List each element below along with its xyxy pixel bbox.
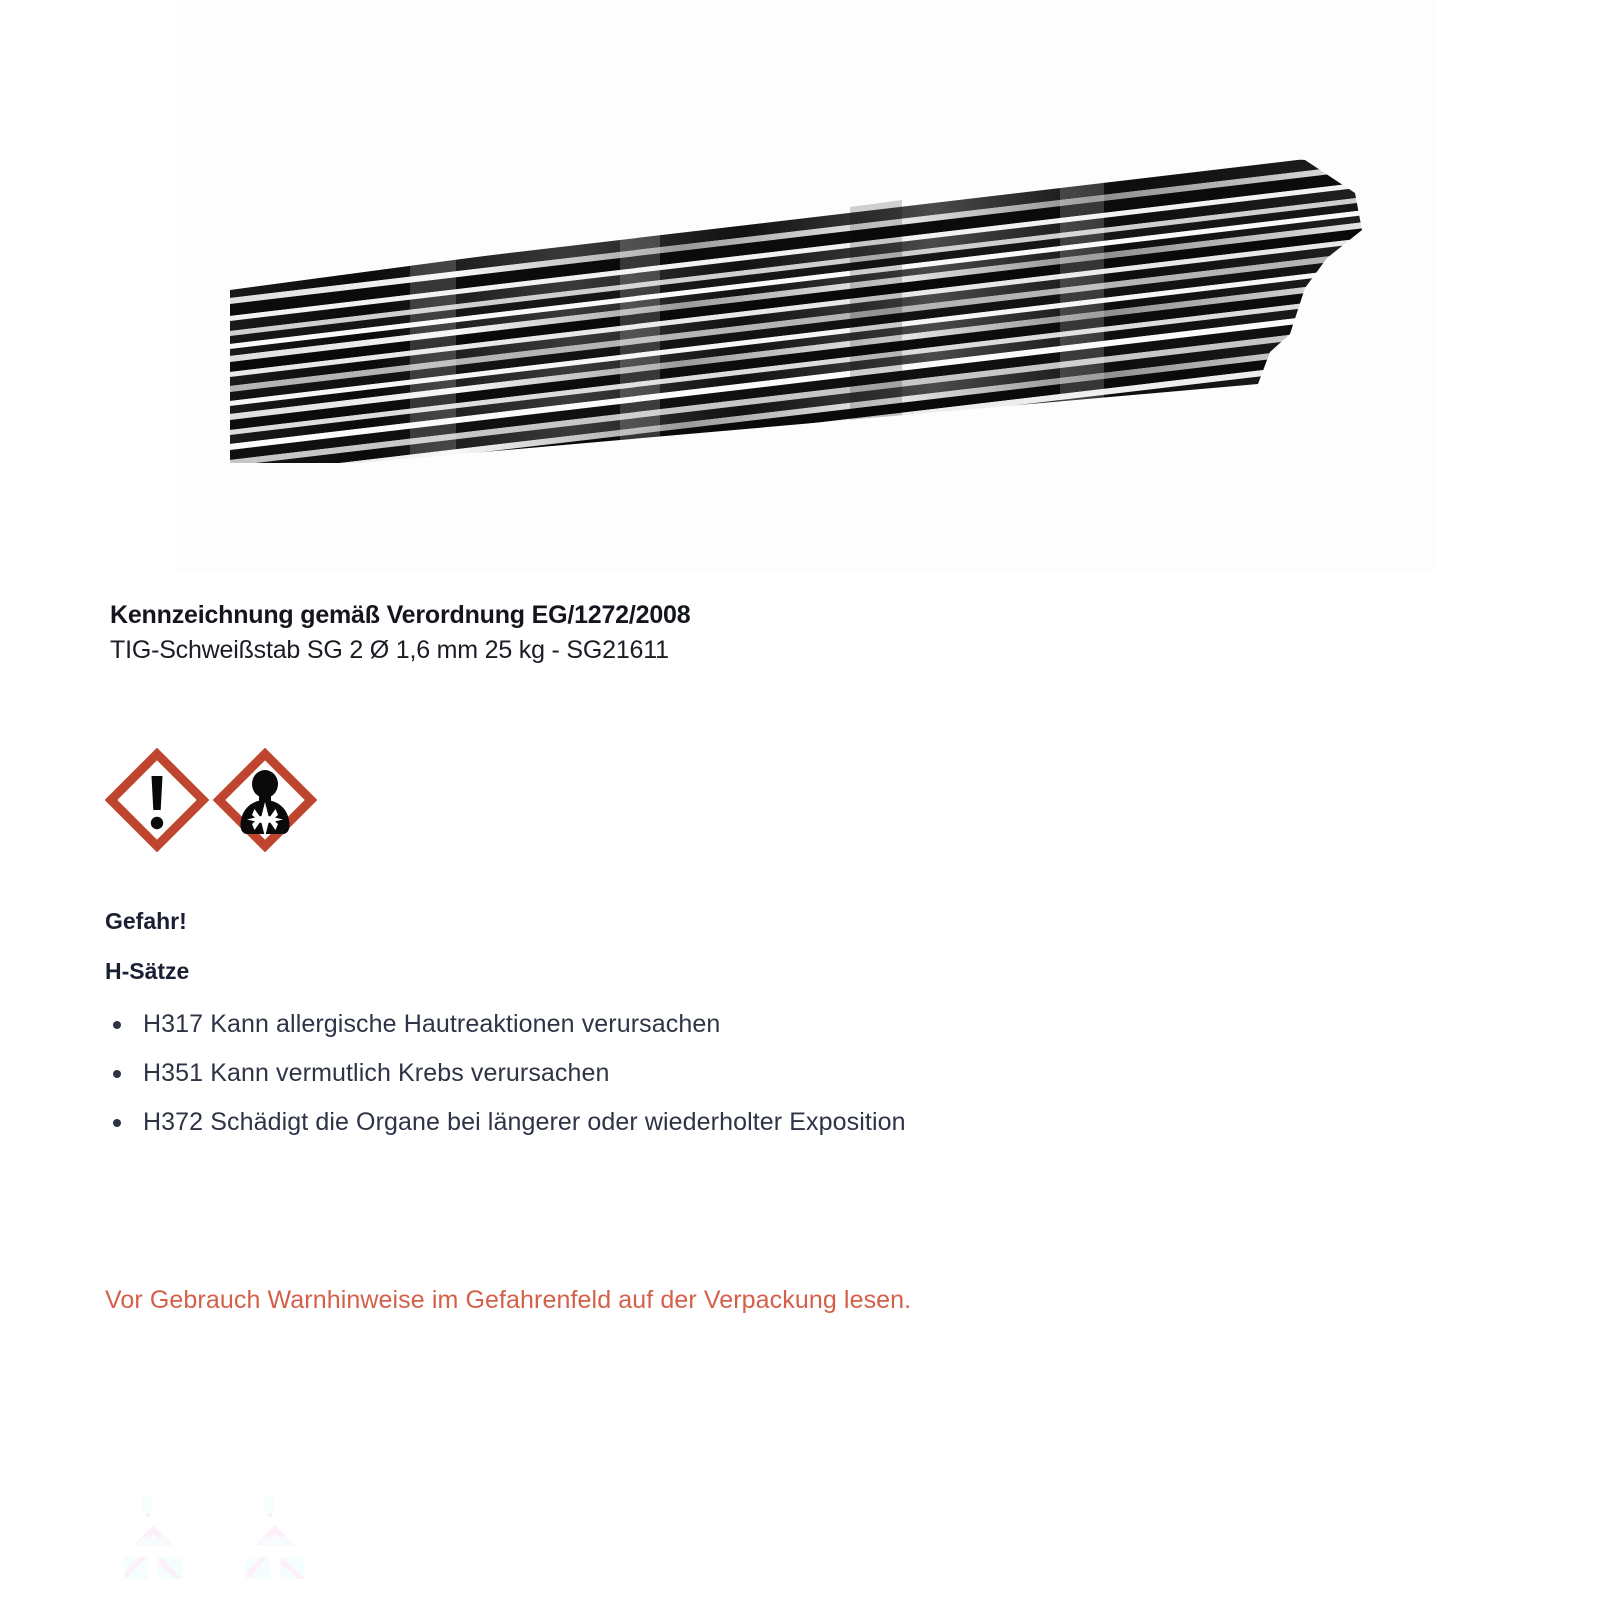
product-image-frame bbox=[175, 0, 1434, 573]
h-statements-list bbox=[105, 1000, 1005, 1147]
h-statements-heading: H-Sätze bbox=[105, 958, 190, 984]
faint-chevron-icon bbox=[242, 1495, 308, 1587]
welding-rods-illustration bbox=[230, 138, 1365, 463]
artifact-glyph bbox=[120, 1495, 186, 1587]
list-item bbox=[105, 1049, 1005, 1098]
list-item bbox=[105, 1000, 1005, 1049]
bullet-icon bbox=[113, 1021, 121, 1029]
product-designation: TIG-Schweißstab SG 2 Ø 1,6 mm 25 kg - SG21611 bbox=[110, 636, 669, 664]
bullet-icon bbox=[113, 1119, 121, 1127]
h-statement-text: H317 Kann allergische Hautreaktionen verursachen bbox=[143, 1010, 721, 1038]
label-heading: Kennzeichnung gemäß Verordnung EG/1272/2008 bbox=[110, 601, 691, 629]
health-hazard-pictogram bbox=[213, 748, 317, 852]
list-item bbox=[105, 1098, 1005, 1147]
tig-welding-rod-bundle-image bbox=[230, 138, 1365, 463]
artifact-glyph bbox=[242, 1495, 308, 1587]
compression-artifact-row bbox=[120, 1495, 308, 1587]
h-statement-text: H372 Schädigt die Organe bei längerer oder wiederholter Exposition bbox=[143, 1108, 906, 1136]
ghs08-icon bbox=[213, 748, 317, 852]
h-statement-text: H351 Kann vermutlich Krebs verursachen bbox=[143, 1059, 610, 1087]
bullet-icon bbox=[113, 1070, 121, 1078]
signal-word: Gefahr! bbox=[105, 908, 187, 934]
usage-warning-text: Vor Gebrauch Warnhinweise im Gefahrenfeld auf der Verpackung lesen. bbox=[105, 1286, 912, 1314]
ghs-pictogram-row bbox=[105, 748, 317, 852]
ghs07-icon bbox=[105, 748, 209, 852]
exclamation-mark-pictogram bbox=[105, 748, 209, 852]
faint-chevron-icon bbox=[120, 1495, 186, 1587]
